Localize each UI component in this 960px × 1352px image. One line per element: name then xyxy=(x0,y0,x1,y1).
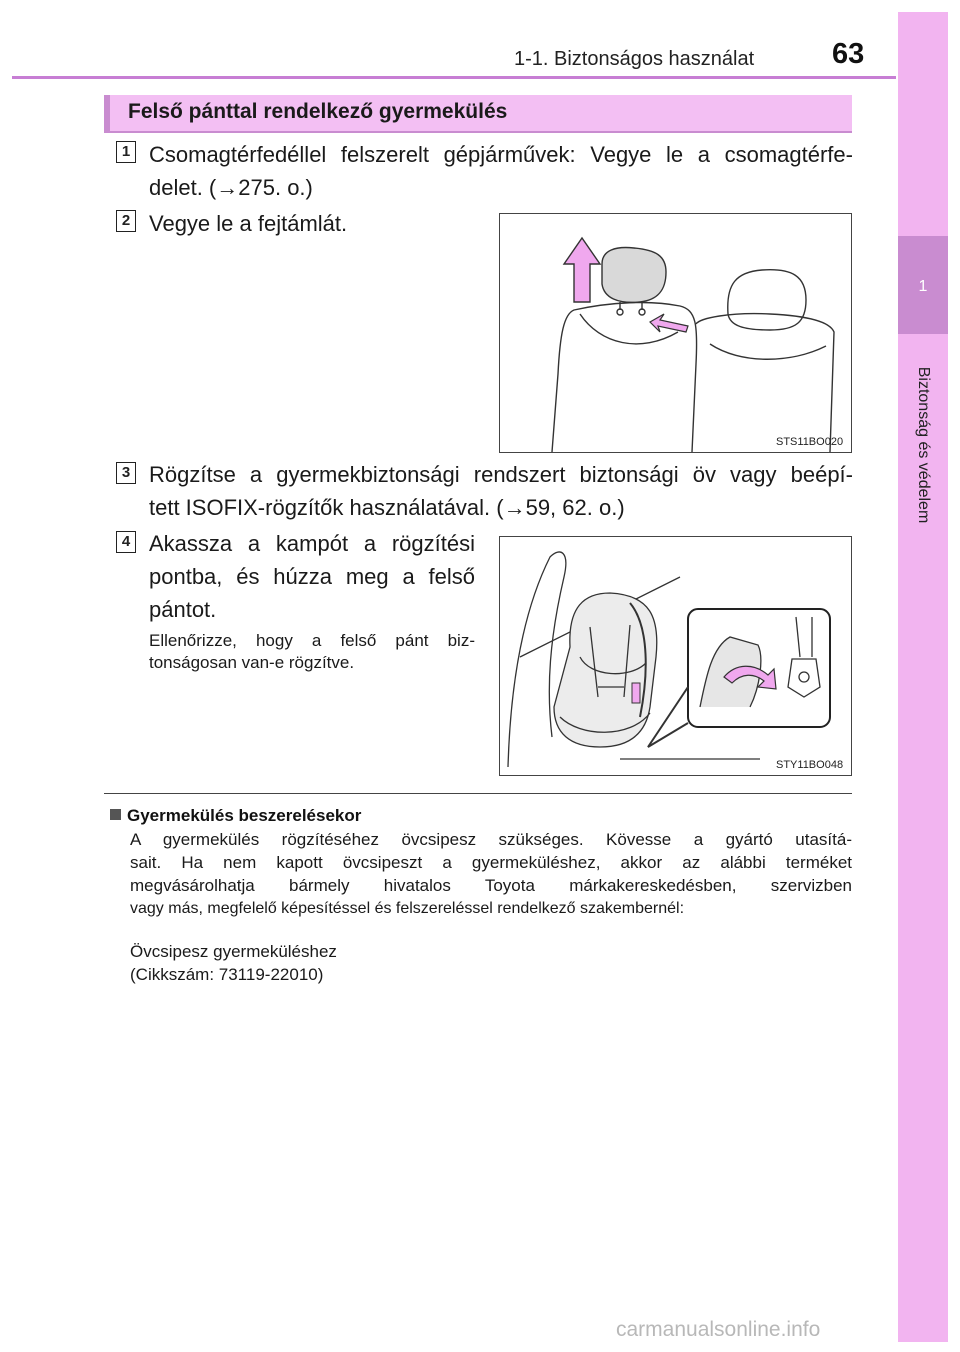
page-number: 63 xyxy=(832,38,865,70)
chapter-title: 1-1. Biztonságos használat xyxy=(514,48,755,70)
figure-headrest-removal xyxy=(499,213,852,453)
child-seat-illustration xyxy=(500,537,853,777)
step-1-line-2: delet. (→275. o.) xyxy=(149,175,313,200)
figure-top-tether xyxy=(499,536,852,776)
note-divider xyxy=(104,793,852,794)
note-body xyxy=(130,828,852,920)
step-3-line-1: Rögzítse a gyermekbiztonsági rendszert biztonsági öv vagy beépí- xyxy=(149,462,853,487)
step-2-line-1: Vegye le a fejtámlát. xyxy=(149,211,348,236)
note-line-4: vagy más, megfelelő képesítéssel és felszereléssel rendelkező szakembernél: xyxy=(130,900,685,917)
section-title: Felső pánttal rendelkező gyermekülés xyxy=(128,100,508,123)
step-4-note-line-2: tonságosan van-e rögzítve. xyxy=(149,653,355,672)
step-text-1 xyxy=(149,138,853,204)
step-text-3 xyxy=(149,458,853,524)
side-chapter-label: Biztonság és védelem xyxy=(915,366,932,524)
step-number-1: 1 xyxy=(116,141,136,163)
side-chapter-tab xyxy=(898,12,948,1342)
side-chapter-number: 1 xyxy=(918,278,928,295)
figure-code-2: STY11BO048 xyxy=(776,759,844,771)
note-line-1: A gyermekülés rögzítéséhez övcsipesz szükséges. Kövesse a gyártó utasítá- xyxy=(130,830,852,849)
header-divider xyxy=(12,76,896,79)
note-line-3: megvásárolhatja bármely hivatalos Toyota márkakereskedésben, szervizben xyxy=(130,876,852,895)
step-text-2 xyxy=(149,207,347,240)
step-4-line-1: Akassza a kampót a rögzítési xyxy=(149,531,475,556)
figure-code-1: STS11BO020 xyxy=(776,436,844,448)
step-1-line-1: Csomagtérfedéllel felszerelt gépjárművek: Vegye le a csomagtérfe- xyxy=(149,142,853,167)
step-number-2: 2 xyxy=(116,210,136,232)
note-heading-text: Gyermekülés beszerelésekor xyxy=(127,806,362,825)
step-4-line-2: pontba, és húzza meg a felső xyxy=(149,564,475,589)
step-4-line-3: pántot. xyxy=(149,597,217,622)
watermark: carmanualsonline.info xyxy=(616,1318,821,1341)
note-heading xyxy=(110,806,361,826)
note-product xyxy=(130,940,337,986)
step-3-line-2: tett ISOFIX-rögzítők használatával. (→59, 62. o.) xyxy=(149,495,625,520)
step-text-4 xyxy=(149,527,475,626)
note-product-line-1: Övcsipesz gyermeküléshez xyxy=(130,942,337,961)
step-number-3: 3 xyxy=(116,462,136,484)
step-4-note xyxy=(149,630,475,674)
square-bullet-icon xyxy=(110,809,121,820)
note-product-line-2: (Cikkszám: 73119-22010) xyxy=(130,965,324,984)
step-4-note-line-1: Ellenőrizze, hogy a felső pánt biz- xyxy=(149,631,475,650)
section-title-bar xyxy=(104,95,852,131)
headrest-illustration xyxy=(500,214,853,454)
note-line-2: sait. Ha nem kapott övcsipeszt a gyermeküléshez, akkor az alábbi terméket xyxy=(130,853,852,872)
section-divider xyxy=(104,131,852,133)
step-number-4: 4 xyxy=(116,531,136,553)
